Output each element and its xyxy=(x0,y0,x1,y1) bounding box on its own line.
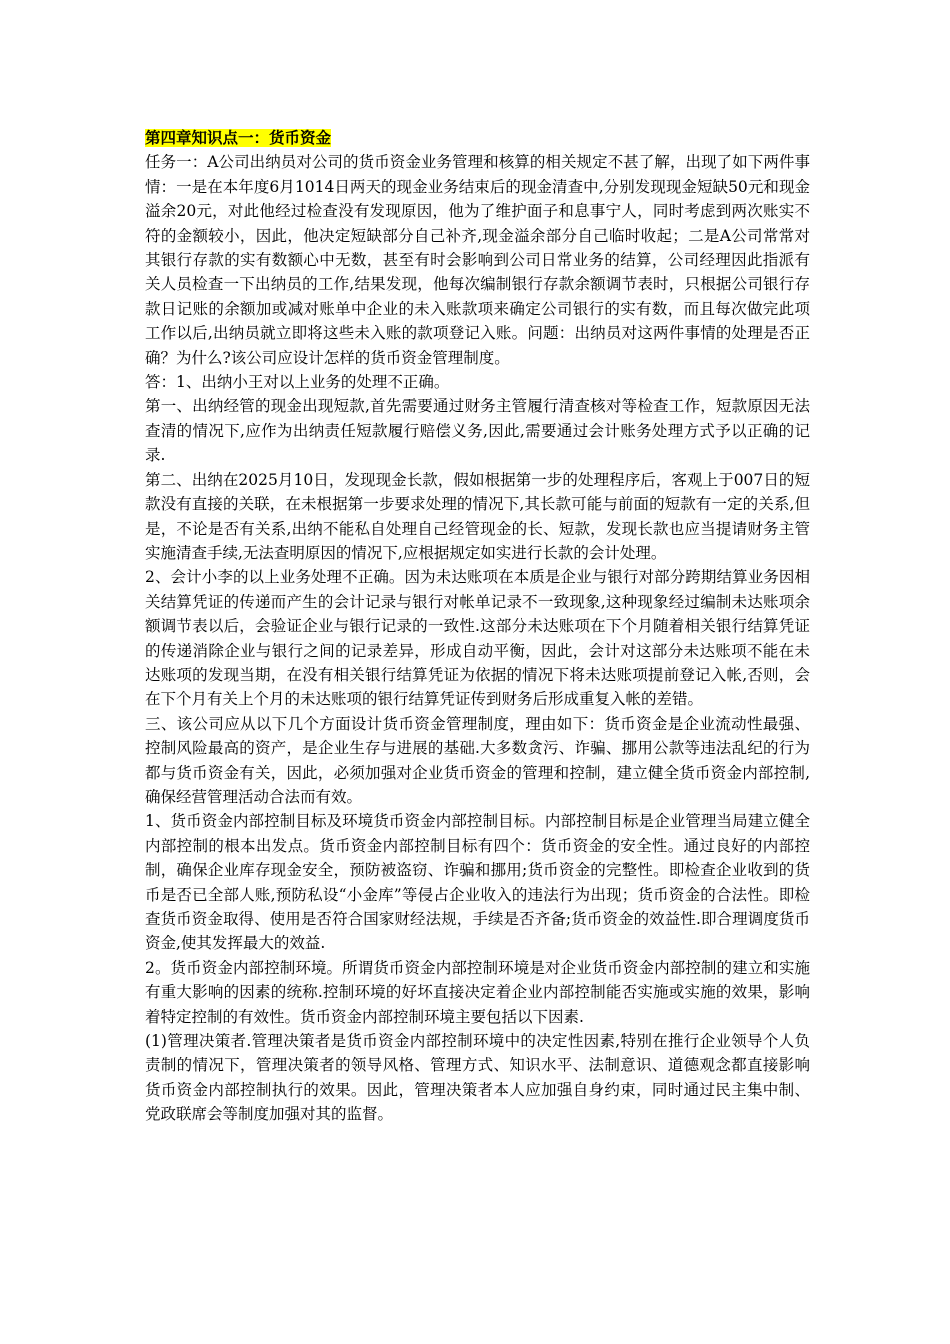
title-highlight: 第四章知识点一：货币资金 xyxy=(145,129,332,147)
document-page xyxy=(145,126,810,1127)
paragraph-answer-2: 2、会计小李的以上业务处理不正确。因为未达账项在本质是企业与银行对部分跨期结算业务因相关结算凭证的传递而产生的会计记录与银行对帐单记录不一致现象,这种现象经过编制未达账项余额调节表以后，会验证企业与银行记录的一致性.这部分未达账项在下个月随着相关银行结算凭证的传递消除企业与银行之间的记录差异，形成自动平衡，因此，会计对这部分未达账项不能在未达账项的发现当期，在没有相关银行结算凭证为依据的情况下将未达账项提前登记入帐,否则，会在下个月有关上个月的未达账项的银行结算凭证传到财务后形成重复入帐的差错。 xyxy=(145,568,810,709)
chapter-title xyxy=(145,126,810,150)
paragraph-task: 任务一：A公司出纳员对公司的货币资金业务管理和核算的相关规定不甚了解，出现了如下两件事情：一是在本年度6月1014日两天的现金业务结束后的现金清查中,分别发现现金短缺50元和现金溢余20元，对此他经过检查没有发现原因，他为了维护面子和息事宁人，同时考虑到两次账实不符的金额较小，因此，他决定短缺部分自己补齐,现金溢余部分自己临时收起；二是A公司常常对其银行存款的实有数额心中无数，甚至有时会影响到公司日常业务的结算，公司经理因此指派有关人员检查一下出纳员的工作,结果发现，他每次编制银行存款余额调节表时，只根据公司银行存款日记账的余额加或减对账单中企业的未入账款项来确定公司银行的实有数，而且每次做完此项工作以后,出纳员就立即将这些未入账的款项登记入账。问题：出纳员对这两件事情的处理是否正确？为什么?该公司应设计怎样的货币资金管理制度。 xyxy=(145,153,810,367)
paragraph-control-environment: 2。货币资金内部控制环境。所谓货币资金内部控制环境是对企业货币资金内部控制的建立和实施有重大影响的因素的统称.控制环境的好坏直接决定着企业内部控制能否实施或实施的效果，影响着特定控制的有效性。货币资金内部控制环境主要包括以下因素. xyxy=(145,958,810,1026)
paragraph-second: 第二、出纳在2025月10日，发现现金长款，假如根据第一步的处理程序后，客观上于007日的短款没有直接的关联，在未根据第一步要求处理的情况下,其长款可能与前面的短款有一定的关系,但是，不论是否有关系,出纳不能私自处理自己经管现金的长、短款，发现长款也应当提请财务主管实施清查手续,无法查明原因的情况下,应根据规定如实进行长款的会计处理。 xyxy=(145,470,810,562)
paragraph-answer-3: 三、该公司应从以下几个方面设计货币资金管理制度，理由如下：货币资金是企业流动性最强、控制风险最高的资产，是企业生存与进展的基础.大多数贪污、诈骗、挪用公款等违法乱纪的行为都与货币资金有关，因此，必须加强对企业货币资金的管理和控制，建立健全货币资金内部控制,确保经营管理活动合法而有效。 xyxy=(145,714,810,806)
paragraph-control-objectives: 1、货币资金内部控制目标及环境货币资金内部控制目标。内部控制目标是企业管理当局建立健全内部控制的根本出发点。货币资金内部控制目标有四个：货币资金的安全性。通过良好的内部控制，确保企业库存现金安全，预防被盗窃、诈骗和挪用;货币资金的完整性。即检查企业收到的货币是否已全部人账,预防私设“小金库”等侵占企业收入的违法行为出现；货币资金的合法性。即检查货币资金取得、使用是否符合国家财经法规，手续是否齐备;货币资金的效益性.即合理调度货币资金,使其发挥最大的效益. xyxy=(145,812,810,953)
paragraph-first: 第一、出纳经管的现金出现短款,首先需要通过财务主管履行清查核对等检查工作，短款原因无法查清的情况下,应作为出纳责任短款履行赔偿义务,因此,需要通过会计账务处理方式予以正确的记录. xyxy=(145,397,810,465)
paragraph-management-decision: (1)管理决策者.管理决策者是货币资金内部控制环境中的决定性因素,特别在推行企业领导个人负责制的情况下，管理决策者的领导风格、管理方式、知识水平、法制意识、道德观念都直接影响货币资金内部控制执行的效果。因此，管理决策者本人应加强自身约束，同时通过民主集中制、党政联席会等制度加强对其的监督。 xyxy=(145,1032,810,1124)
paragraph-answer-1: 答：1、出纳小王对以上业务的处理不正确。 xyxy=(145,373,450,392)
